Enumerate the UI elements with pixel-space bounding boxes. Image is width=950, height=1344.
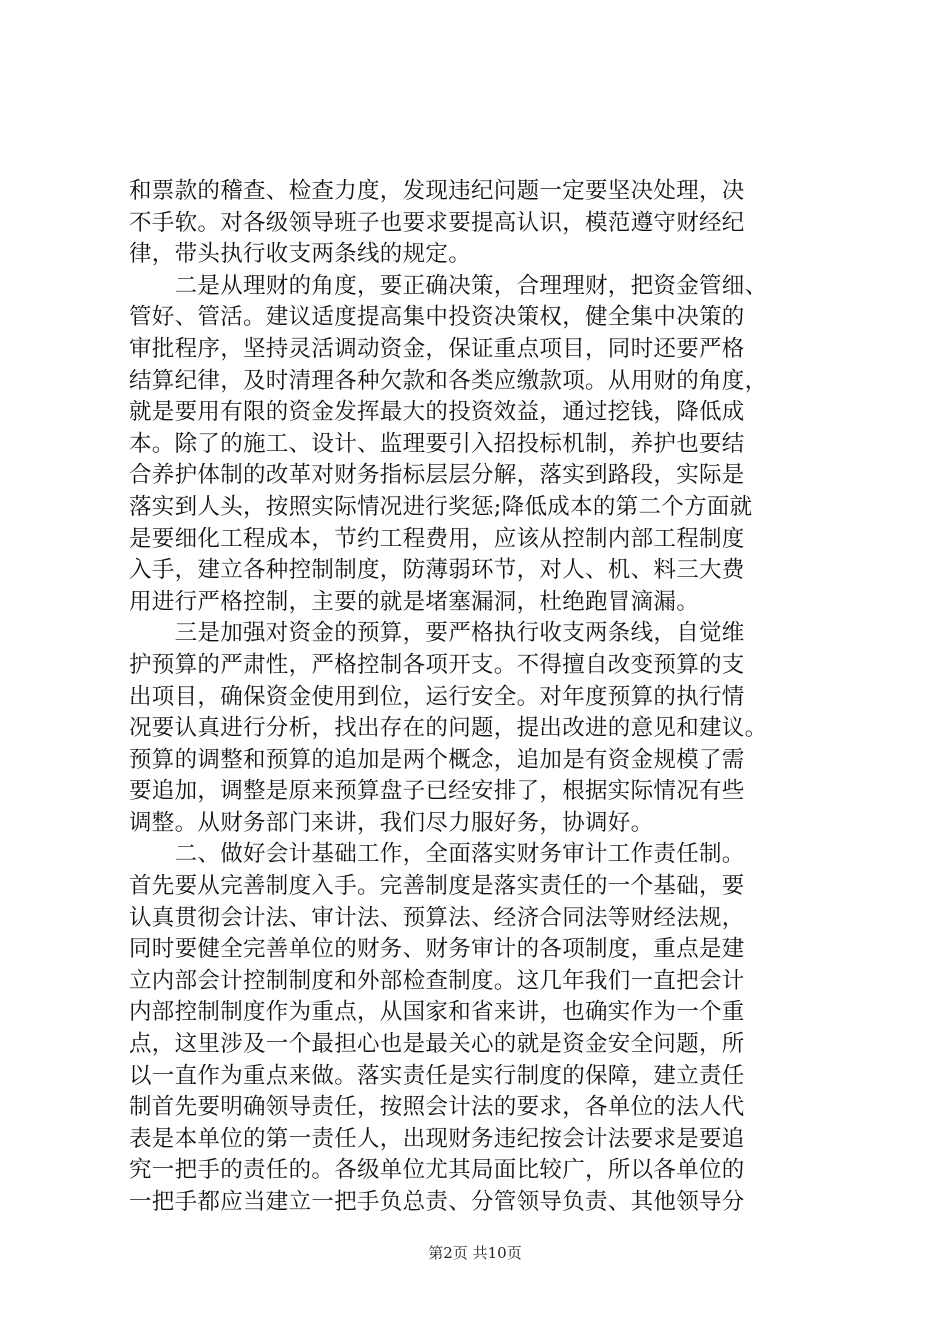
text-line: 内部控制制度作为重点，从国家和省来讲，也确实作为一个重 (129, 999, 745, 1026)
text-line: 和票款的稽查、检查力度，发现违纪问题一定要坚决处理，决 (129, 178, 745, 204)
text-line: 预算的调整和预算的追加是两个概念，追加是有资金规模了需 (129, 746, 745, 773)
text-line: 表是本单位的第一责任人，出现财务违纪按会计法要求是要追 (129, 1125, 745, 1152)
text-line: 二、做好会计基础工作，全面落实财务审计工作责任制。 (129, 841, 745, 868)
text-line: 首先要从完善制度入手。完善制度是落实责任的一个基础，要 (129, 873, 745, 900)
text-line: 况要认真进行分析，找出存在的问题，提出改进的意见和建议。 (129, 715, 768, 742)
text-line: 一把手都应当建立一把手负总责、分管领导负责、其他领导分 (129, 1189, 745, 1215)
text-line: 结算纪律，及时清理各种欠款和各类应缴款项。从用财的角度， (129, 367, 768, 394)
text-line: 就是要用有限的资金发挥最大的投资效益，通过挖钱，降低成 (129, 399, 745, 426)
text-line: 认真贯彻会计法、审计法、预算法、经济合同法等财经法规， (129, 904, 745, 931)
text-line: 二是从理财的角度，要正确决策，合理理财，把资金管细、 (129, 272, 768, 299)
text-line: 三是加强对资金的预算，要严格执行收支两条线，自觉维 (129, 620, 745, 647)
text-line: 点，这里涉及一个最担心也是最关心的就是资金安全问题，所 (129, 1031, 745, 1058)
text-line: 出项目，确保资金使用到位，运行安全。对年度预算的执行情 (129, 683, 745, 710)
text-line: 同时要健全完善单位的财务、财务审计的各项制度，重点是建 (129, 936, 745, 963)
text-line: 审批程序，坚持灵活调动资金，保证重点项目，同时还要严格 (129, 335, 745, 362)
text-line: 用进行严格控制，主要的就是堵塞漏洞，杜绝跑冒滴漏。 (129, 588, 700, 615)
text-line: 合养护体制的改革对财务指标层层分解，落实到路段，实际是 (129, 462, 745, 489)
text-line: 调整。从财务部门来讲，我们尽力服好务，协调好。 (129, 809, 654, 836)
text-line: 究一把手的责任的。各级单位尤其局面比较广，所以各单位的 (129, 1157, 745, 1184)
text-line: 不手软。对各级领导班子也要求要提高认识，模范遵守财经纪 (129, 209, 745, 236)
page-number-footer: 第2页 共10页 (428, 1244, 522, 1262)
text-line: 管好、管活。建议适度提高集中投资决策权，健全集中决策的 (129, 304, 745, 331)
text-line: 律，带头执行收支两条线的规定。 (129, 241, 472, 268)
text-line: 护预算的严肃性，严格控制各项开支。不得擅自改变预算的支 (129, 651, 745, 678)
text-line: 本。除了的施工、设计、监理要引入招投标机制，养护也要结 (129, 430, 745, 457)
text-line: 制首先要明确领导责任，按照会计法的要求，各单位的法人代 (129, 1094, 745, 1121)
text-line: 以一直作为重点来做。落实责任是实行制度的保障，建立责任 (129, 1062, 745, 1089)
text-line: 立内部会计控制制度和外部检查制度。这几年我们一直把会计 (129, 967, 745, 994)
text-line: 要追加，调整是原来预算盘子已经安排了，根据实际情况有些 (129, 778, 745, 805)
text-line: 入手，建立各种控制制度，防薄弱环节，对人、机、料三大费 (129, 557, 745, 584)
text-line: 是要细化工程成本，节约工程费用，应该从控制内部工程制度 (129, 525, 745, 552)
text-line: 落实到人头，按照实际情况进行奖惩;降低成本的第二个方面就 (129, 493, 753, 520)
body-text (129, 176, 833, 1219)
